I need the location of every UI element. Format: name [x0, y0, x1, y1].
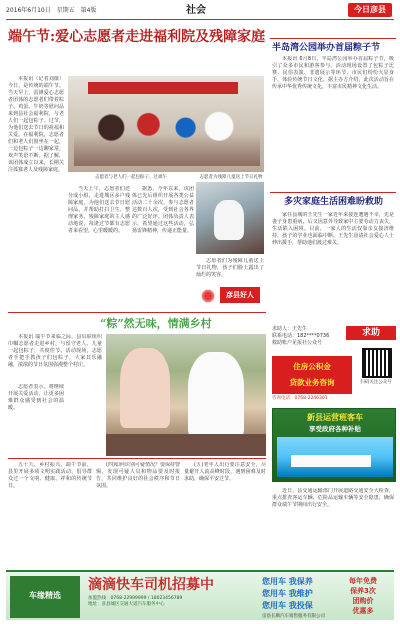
masthead-logo: 今日彦县 [348, 3, 392, 17]
bottom-column-g [8, 462, 92, 566]
traffic-story [272, 488, 394, 564]
banner-slogans [262, 576, 332, 612]
banner-company: 彦县长顺汽车销售服务有限公司 [262, 614, 325, 619]
main-headline: 端午节:爱心志愿者走进福利院及残障家庭 [8, 29, 266, 45]
photo-person-right [188, 352, 244, 438]
bottom-column-i [184, 462, 266, 566]
qr-code-icon [362, 348, 392, 378]
zongzi-story [8, 334, 102, 452]
photo-banner [88, 82, 238, 94]
main-story-text-d: 据悉，今年以来，该团体已先后组织开展各类公益活动二十余次，参与志愿者达数百人次，受到社会各界的广泛好评。团体负责人表示，希望通过这些活动，弘扬雷锋精神，传递正能量。 [132, 186, 194, 234]
zongzi-photo [106, 334, 266, 456]
bottom-text-g: 五十九、乡村振兴，端午节前，县里开展多项文明实践活动，倡导群众过一个文明、健康、祥和的传统节日。 [8, 462, 92, 489]
section-divider-2 [8, 458, 266, 459]
slogan-1: 您用车 我保养 [262, 577, 313, 586]
header-page: 第4版 [80, 7, 97, 14]
header-date: 2016年6月10日 [6, 7, 51, 14]
photo-people [74, 102, 260, 166]
main-story-text-a: 本报讯（记者刘薇）今日，是传统的端午节。当天早上，雷锋爱心志愿者团体的志愿者们带着粽子、鸡蛋、牛奶等慰问品来到县社会福利院，与老人们一起包粽子、过节，为他们送去节日的祝福和关爱。在福利院，志愿者们和老人们围坐在一起，一边包粽子一边聊家常，欢声笑语不断。据了解，该团体成立以来，长期关注孤寡老人及残障家庭。 [8, 76, 64, 173]
park-story [272, 56, 394, 190]
seek-info: 求助人：王先生 联系电话：182****0736 救助账户见报社公众号 [272, 326, 330, 346]
good-people-stamp [200, 285, 260, 307]
traffic-text: 近日，县交通运输部门开展道路交通安全大检查，重点排查客运车辆、危险品运输车辆等安全隐患，确保群众端午节期间出行安全。 [272, 488, 394, 508]
stamp-label: 彦县好人 [220, 287, 260, 303]
bus-ad-subtitle: 享受政府各种补贴 [309, 425, 361, 433]
boat-icon [291, 455, 371, 467]
zongzi-headline: “粽”然无味，情满乡村 [100, 317, 212, 330]
flower-icon [200, 289, 216, 303]
child-photo [196, 182, 264, 254]
banner-title: 滴滴快车司机招募中 [88, 577, 214, 593]
qr-caption: 扫码关注公众号 [360, 380, 392, 385]
slogan-2: 您用车 我维护 [262, 589, 313, 598]
zongzi-text: 本报讯 端午节来临之际，县妇联组织巾帼志愿者走进乡村，与留守老人、儿童一起包粽子，共度佳节。活动现场，志愿者手把手教孩子们包粽子，大家其乐融融，浓浓的节日氛围弥漫整个村庄。 [8, 334, 102, 368]
volunteer-group-photo [68, 76, 264, 172]
ad-photo [277, 437, 393, 477]
fund-ad: 住房公积金 贷款业务咨询 [272, 356, 352, 394]
bottom-text-h: (四)如何识别可疑情况？要保持警惕，发现可疑人员和物品要及时报告，共同维护良好的社会秩序和节日氛围。 [96, 462, 180, 489]
banner-promo: 每年免费 保养3次 团购价 优惠多 [349, 577, 377, 615]
main-story-text-b: 志愿者表示，将继续开展关爱活动，让更多困难群众感受到社会的温暖。 [8, 384, 64, 411]
park-text: 本报讯 6月8日，半岛湾公园举办首届粽子节，吸引了众多市民和游客参与。活动现场设置了包粽子比赛、民俗表演、非遗展示等环节，市民们纷纷大显身手，体验传统节日文化。据主办方介绍，此次活动旨在传承中华优秀传统文化，丰富市民精神文化生活。 [272, 56, 394, 90]
photo-caption-1: 志愿者与老人们一起包粽子、过端午 [95, 175, 167, 180]
bus-ad-title: 新县运营班客车 [307, 413, 363, 422]
banner-contact: 加盟热线：0768-22999999 / 18023456789 地址：彦县城区交通大道汽车服务中心 [88, 596, 183, 607]
consult-phone: 咨询电话：0768-2246301 [272, 396, 328, 401]
bus-ad [272, 408, 396, 482]
slogan-3: 您用车 我投保 [262, 601, 313, 610]
bottom-ad-banner [6, 570, 394, 620]
aid-text: 家住县城的王先生一家近年来接连遭遇不幸，先是妻子身患重病，后又因意外导致家中主要劳动力丧失，生活陷入困境。目前，一家人的生活仅靠亲友接济维持，孩子的学业也面临中断。王先生恳请社会爱心人士伸出援手，帮助他们渡过难关。 [272, 212, 394, 246]
seek-help-box [272, 326, 396, 402]
section-divider-1 [8, 312, 266, 313]
right-divider-mid [270, 192, 396, 193]
header-weekday: 星期五 [56, 7, 75, 14]
right-divider-top [270, 38, 396, 39]
photo-caption-2: 志愿者为残障儿童送上节日礼物 [199, 175, 263, 180]
bottom-column-h [96, 462, 180, 566]
main-story-text-e: 志愿者们为残障儿童送上节日礼物，孩子们脸上露出了灿烂的笑容。 [196, 258, 264, 278]
main-story-text-c: 当天上午，志愿者们还分成小组，走进城区多户残障家庭，为他们送去节日慰问品，并帮助打扫卫生、整理家务。残障家庭的主人感动地说，每逢过节都有志愿者来看望，心里暖暖的。 [68, 186, 130, 234]
header-rule [6, 19, 394, 20]
photo-person-left [120, 348, 170, 428]
seek-help-badge: 求助 [346, 326, 396, 340]
section-name: 社会 [186, 5, 206, 16]
page-header [6, 3, 394, 19]
aid-story [272, 212, 394, 322]
bottom-text-i: (五)老年人出行要注意安全，尽量避开人流高峰时段，遇到困难及时求助，确保平安过节。 [184, 462, 266, 482]
header-dateline [6, 7, 100, 15]
banner-logo: 车缘精选 [10, 576, 80, 618]
photo-child [214, 200, 244, 240]
park-headline: 半岛湾公园举办首届粽子节 [272, 43, 381, 53]
aid-headline: 多灾家庭生活困难盼救助 [284, 197, 384, 207]
photo-table [106, 434, 266, 456]
